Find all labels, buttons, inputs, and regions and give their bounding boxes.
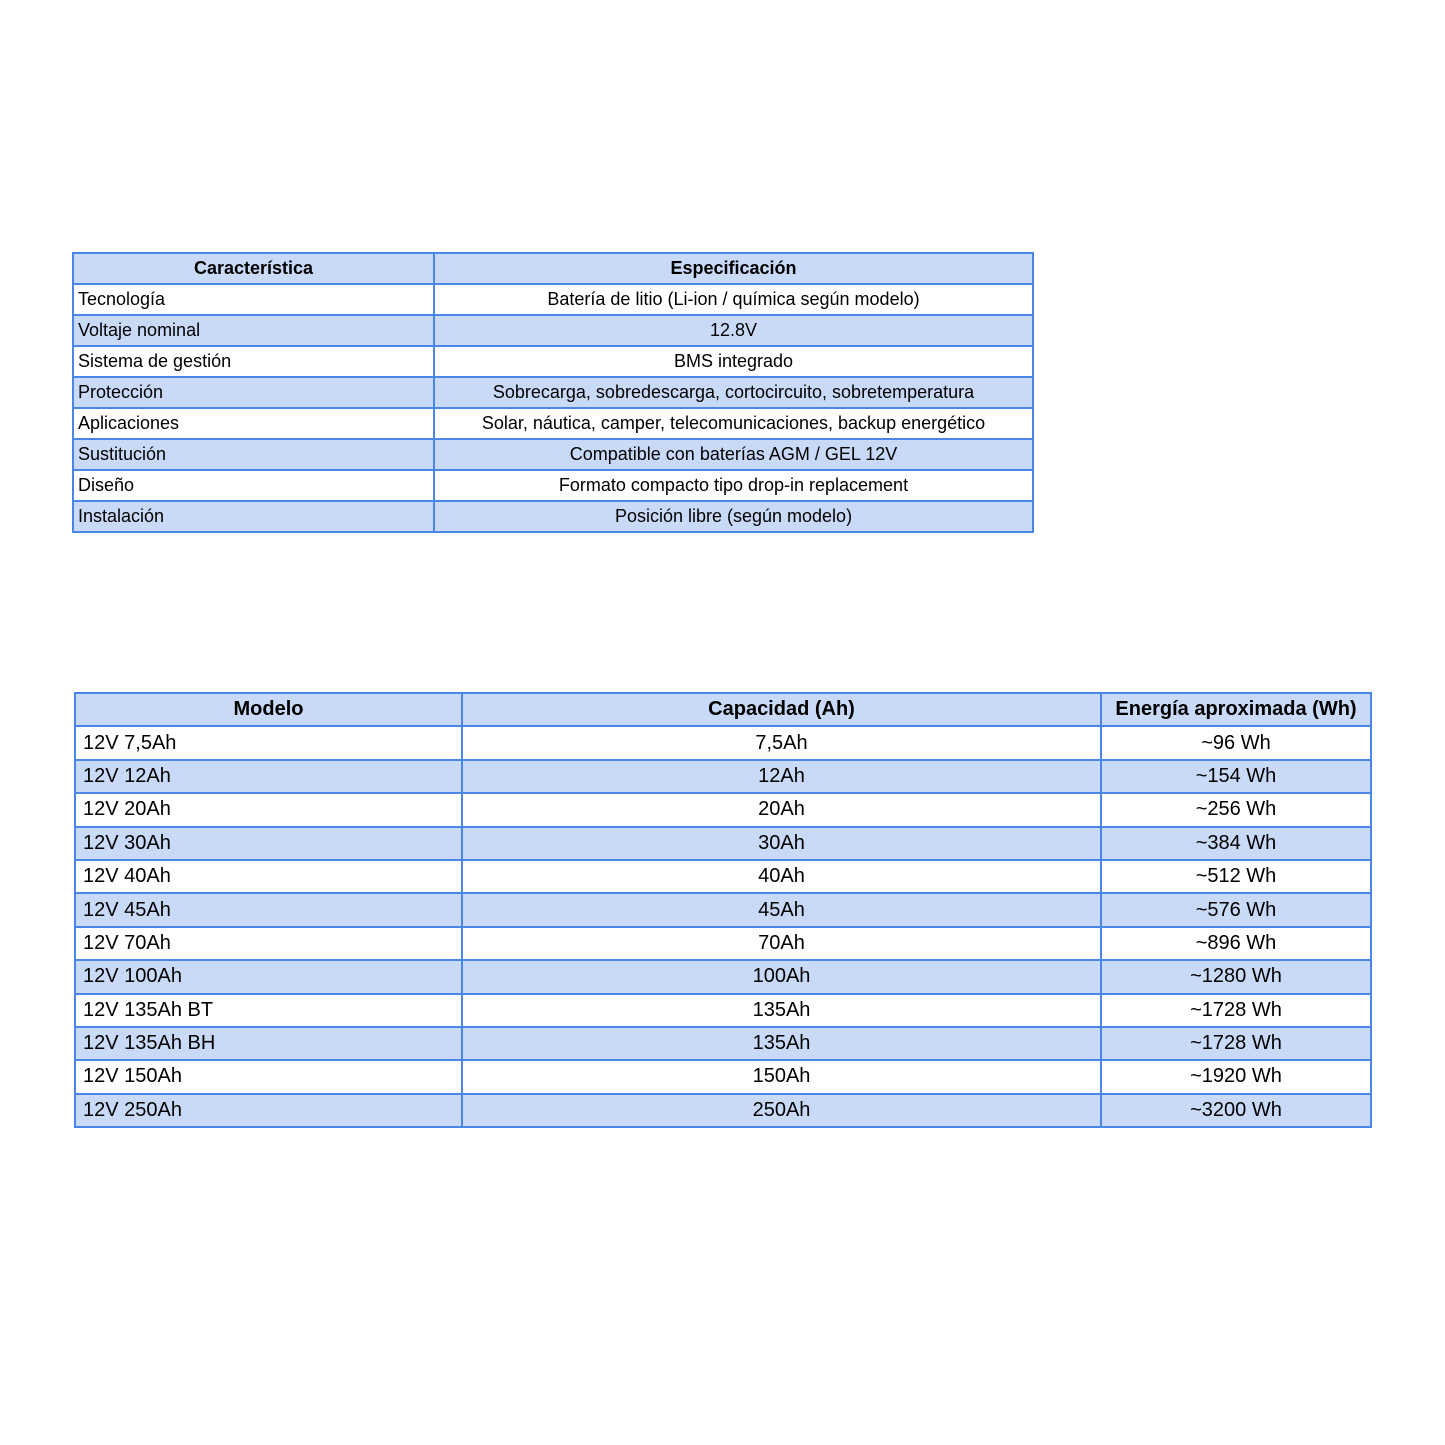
- table-row: [75, 994, 1371, 1027]
- table-row: [75, 927, 1371, 960]
- feature-cell: Diseño: [73, 470, 434, 501]
- model-cell: 12V 100Ah: [75, 960, 462, 993]
- spec-cell: Compatible con baterías AGM / GEL 12V: [434, 439, 1033, 470]
- model-cell: 12V 30Ah: [75, 827, 462, 860]
- table-row: [75, 827, 1371, 860]
- feature-cell: Sustitución: [73, 439, 434, 470]
- table-row: [75, 760, 1371, 793]
- table-row: [75, 726, 1371, 759]
- energy-cell: ~512 Wh: [1101, 860, 1371, 893]
- models-header-row: [75, 693, 1371, 726]
- energy-cell: ~154 Wh: [1101, 760, 1371, 793]
- energy-cell: ~1280 Wh: [1101, 960, 1371, 993]
- capacity-cell: 12Ah: [462, 760, 1101, 793]
- feature-cell: Aplicaciones: [73, 408, 434, 439]
- model-cell: 12V 250Ah: [75, 1094, 462, 1127]
- energy-cell: ~1728 Wh: [1101, 994, 1371, 1027]
- energy-cell: ~896 Wh: [1101, 927, 1371, 960]
- model-cell: 12V 20Ah: [75, 793, 462, 826]
- energy-cell: ~3200 Wh: [1101, 1094, 1371, 1127]
- model-cell: 12V 40Ah: [75, 860, 462, 893]
- capacity-cell: 30Ah: [462, 827, 1101, 860]
- table-row: [75, 1060, 1371, 1093]
- spec-cell: BMS integrado: [434, 346, 1033, 377]
- energy-cell: ~384 Wh: [1101, 827, 1371, 860]
- features-table-body: [73, 253, 1033, 532]
- table-row: [75, 1027, 1371, 1060]
- model-cell: 12V 135Ah BT: [75, 994, 462, 1027]
- table-row: [73, 408, 1033, 439]
- column-header-model: Modelo: [75, 693, 462, 726]
- spec-cell: Sobrecarga, sobredescarga, cortocircuito, sobretemperatura: [434, 377, 1033, 408]
- capacity-cell: 7,5Ah: [462, 726, 1101, 759]
- table-row: [75, 793, 1371, 826]
- capacity-cell: 70Ah: [462, 927, 1101, 960]
- capacity-cell: 40Ah: [462, 860, 1101, 893]
- spec-cell: Batería de litio (Li-ion / química según modelo): [434, 284, 1033, 315]
- table-row: [75, 1094, 1371, 1127]
- capacity-cell: 45Ah: [462, 893, 1101, 926]
- features-header-row: [73, 253, 1033, 284]
- spec-cell: Posición libre (según modelo): [434, 501, 1033, 532]
- table-row: [75, 893, 1371, 926]
- model-cell: 12V 150Ah: [75, 1060, 462, 1093]
- spec-cell: 12.8V: [434, 315, 1033, 346]
- capacity-cell: 250Ah: [462, 1094, 1101, 1127]
- models-table-body: [75, 693, 1371, 1127]
- model-cell: 12V 45Ah: [75, 893, 462, 926]
- table-row: [73, 346, 1033, 377]
- feature-cell: Sistema de gestión: [73, 346, 434, 377]
- model-cell: 12V 135Ah BH: [75, 1027, 462, 1060]
- capacity-cell: 135Ah: [462, 994, 1101, 1027]
- capacity-cell: 150Ah: [462, 1060, 1101, 1093]
- features-table: [72, 252, 1034, 533]
- table-row: [73, 377, 1033, 408]
- table-row: [73, 470, 1033, 501]
- feature-cell: Protección: [73, 377, 434, 408]
- capacity-cell: 20Ah: [462, 793, 1101, 826]
- energy-cell: ~256 Wh: [1101, 793, 1371, 826]
- model-cell: 12V 7,5Ah: [75, 726, 462, 759]
- energy-cell: ~96 Wh: [1101, 726, 1371, 759]
- capacity-cell: 135Ah: [462, 1027, 1101, 1060]
- table-row: [75, 960, 1371, 993]
- spec-cell: Solar, náutica, camper, telecomunicaciones, backup energético: [434, 408, 1033, 439]
- capacity-cell: 100Ah: [462, 960, 1101, 993]
- model-cell: 12V 70Ah: [75, 927, 462, 960]
- model-cell: 12V 12Ah: [75, 760, 462, 793]
- energy-cell: ~1728 Wh: [1101, 1027, 1371, 1060]
- table-row: [75, 860, 1371, 893]
- column-header-capacity: Capacidad (Ah): [462, 693, 1101, 726]
- energy-cell: ~1920 Wh: [1101, 1060, 1371, 1093]
- column-header-energy: Energía aproximada (Wh): [1101, 693, 1371, 726]
- feature-cell: Tecnología: [73, 284, 434, 315]
- column-header-feature: Característica: [73, 253, 434, 284]
- energy-cell: ~576 Wh: [1101, 893, 1371, 926]
- column-header-spec: Especificación: [434, 253, 1033, 284]
- table-row: [73, 439, 1033, 470]
- table-row: [73, 501, 1033, 532]
- spec-cell: Formato compacto tipo drop-in replacement: [434, 470, 1033, 501]
- feature-cell: Instalación: [73, 501, 434, 532]
- feature-cell: Voltaje nominal: [73, 315, 434, 346]
- models-table: [74, 692, 1372, 1128]
- table-row: [73, 315, 1033, 346]
- table-row: [73, 284, 1033, 315]
